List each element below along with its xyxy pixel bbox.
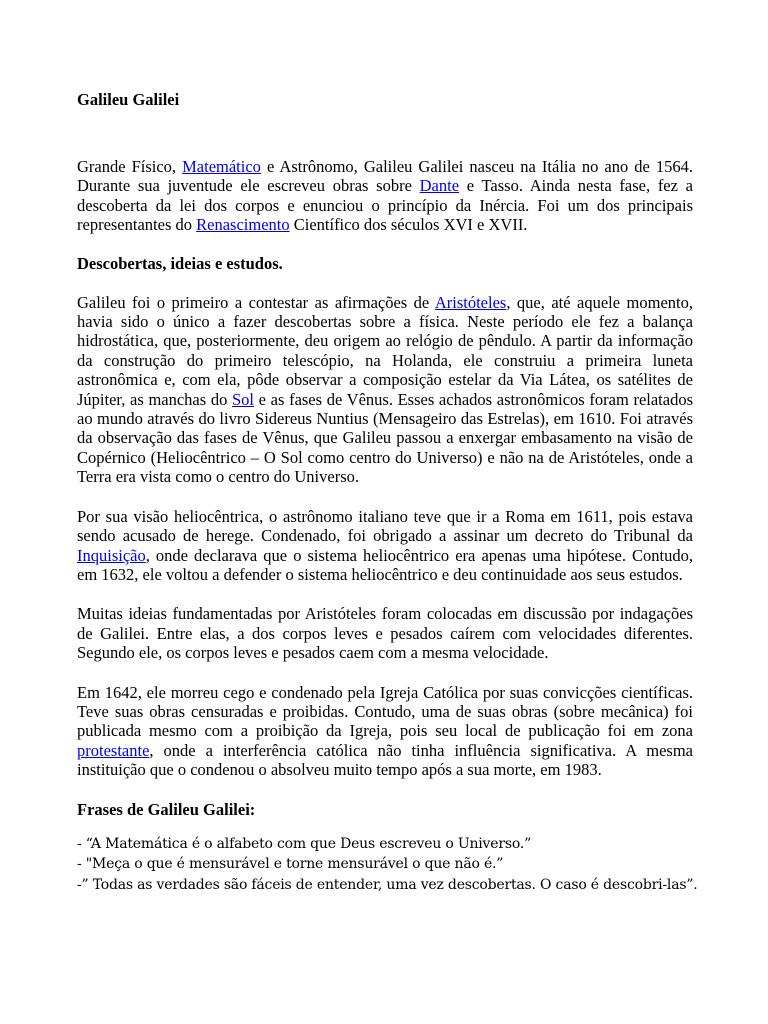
paragraph-descobertas: Galileu foi o primeiro a contestar as afirmações de Aristóteles, que, até aquele momento, havia sido o único a fazer descobertas sobre a física. Neste período ele fez a balança hidrostática, que, posteriormente, deu origem ao relógio de pêndulo. A partir da informação da construção do primeiro telescópio, na Holanda, ele construiu a primeira luneta astronômica e, com ela, pôde observar a composição estelar da Via Látea, os satélites de Júpiter, as manchas do Sol e as fases de Vênus. Esses achados astronômicos foram relatados ao mundo através do livro Sidereus Nuntius (Mensageiro das Estrelas), em 1610. Foi através da observação das fases de Vênus, que Galileu passou a enxergar embasamento na visão de Copérnico (Heliocêntrico – O Sol como centro do Universo) e não na de Aristóteles, onde a Terra era vista como o centro do Universo. — [77, 292, 694, 487]
section-heading-frases: Frases de Galileu Galilei: — [77, 799, 256, 819]
quote-item: - “A Matemática é o alfabeto com que Deus escreveu o Universo.” — [77, 835, 532, 852]
link-inquisicao[interactable]: Inquisição — [77, 545, 146, 565]
document-page — [77, 88, 698, 895]
paragraph-morte: Em 1642, ele morreu cego e condenado pela Igreja Católica por suas convicções científicas. Teve suas obras censuradas e proibidas. Contudo, uma de suas obras (sobre mecânica) foi publicada mesmo com a proibição da Igreja, pois seu local de publicação foi em zona protestante, onde a interferência católica não tinha influência significativa. A mesma instituição que o condenou o absolveu muito tempo após a sua morte, em 1983. — [77, 682, 693, 780]
paragraph-inquisicao: Por sua visão heliocêntrica, o astrônomo italiano teve que ir a Roma em 1611, pois estava sendo acusado de herege. Condenado, foi obrigado a assinar um decreto do Tribunal da Inquisição, onde declarava que o sistema heliocêntrico era apenas uma hipótese. Contudo, em 1632, ele voltou a defender o sistema heliocêntrico e deu continuidade aos seus estudos. — [77, 506, 693, 584]
link-aristoteles[interactable]: Aristóteles — [434, 292, 507, 312]
document-title: Galileu Galilei — [77, 90, 180, 109]
link-renascimento[interactable]: Renascimento — [196, 215, 290, 235]
quotes-list — [77, 834, 698, 896]
link-dante[interactable]: Dante — [419, 176, 460, 196]
quote-item: - "Meça o que é mensurável e torne mensurável o que não é.” — [77, 856, 504, 873]
paragraph-ideias: Muitas ideias fundamentadas por Aristóteles foram colocadas em discussão por indagações de Galilei. Entre elas, a dos corpos leves e pesados caírem com velocidades diferentes. Segundo ele, os corpos leves e pesados caem com a mesma velocidade. — [77, 604, 693, 663]
link-protestante[interactable]: protestante — [77, 740, 150, 760]
section-heading-descobertas: Descobertas, ideias e estudos. — [77, 253, 283, 273]
intro-paragraph: Grande Físico, Matemático e Astrônomo, Galileu Galilei nasceu na Itália no ano de 1564. Durante sua juventude ele escreveu obras sobre Dante e Tasso. Ainda nesta fase, fez a descoberta da lei dos corpos e enunciou o princípio da Inércia. Foi um dos principais representantes do Renascimento Científico dos séculos XVI e XVII. — [77, 157, 693, 235]
quote-item: -” Todas as verdades são fáceis de entender, uma vez descobertas. O caso é descobri-las”. — [77, 876, 698, 893]
link-sol[interactable]: Sol — [232, 389, 255, 409]
link-matematico[interactable]: Matemático — [182, 157, 261, 176]
